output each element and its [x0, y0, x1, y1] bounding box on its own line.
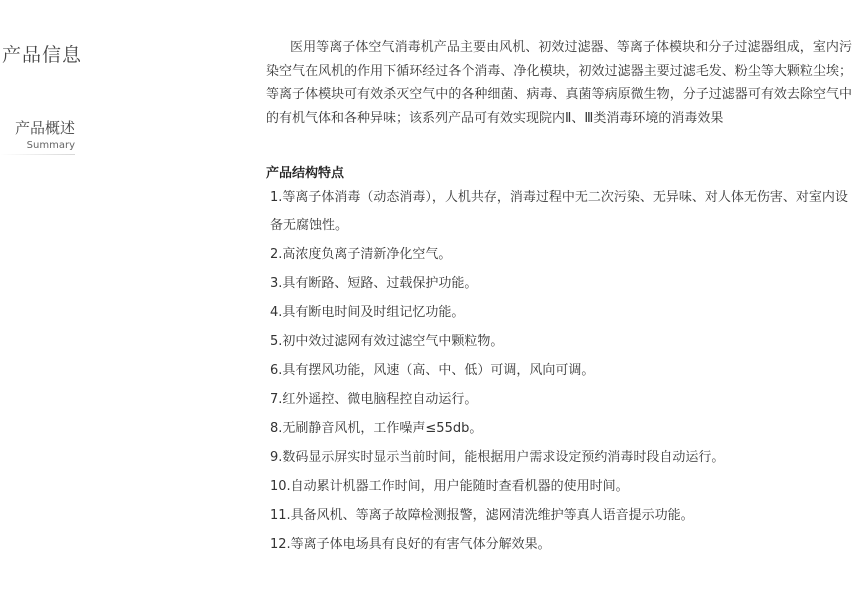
subsection-header [0, 118, 75, 153]
feature-item: 10.自动累计机器工作时间，用户能随时查看机器的使用时间。 [270, 479, 629, 494]
feature-item: 3.具有断路、短路、过载保护功能。 [270, 276, 478, 291]
feature-item: 6.具有摆风功能，风速（高、中、低）可调，风向可调。 [270, 363, 595, 378]
subsection-title: 产品概述 [14, 119, 75, 137]
intro-paragraph: 医用等离子体空气消毒机产品主要由风机、初效过滤器、等离子体模块和分子过滤器组成，室内污染空气在风机的作用下循环经过各个消毒、净化模块，初效过滤器主要过滤毛发、粉尘等大颗粒尘埃；等离子体模块可有效杀灭空气中的各种细菌、病毒、真菌等病原微生物，分子过滤器可有效去除空气中的有机气体和各种异味；该系列产品可有效实现院内Ⅱ、Ⅲ类消毒环境的消毒效果 [266, 40, 852, 126]
sidebar [0, 0, 255, 602]
subsection-title-en: Summary [26, 140, 75, 151]
features-list [266, 184, 856, 559]
subsection-divider [0, 154, 75, 155]
feature-item: 9.数码显示屏实时显示当前时间，能根据用户需求设定预约消毒时段自动运行。 [270, 450, 725, 465]
feature-item: 12.等离子体电场具有良好的有害气体分解效果。 [270, 537, 551, 552]
feature-item: 8.无刷静音风机，工作噪声≤55db。 [270, 421, 483, 436]
feature-item: 5.初中效过滤网有效过滤空气中颗粒物。 [270, 334, 504, 349]
feature-item: 7.红外遥控、微电脑程控自动运行。 [270, 392, 478, 407]
main-content [266, 36, 856, 559]
feature-item: 2.高浓度负离子清新净化空气。 [270, 247, 452, 262]
features-heading: 产品结构特点 [266, 166, 345, 181]
feature-item: 4.具有断电时间及时组记忆功能。 [270, 305, 465, 320]
section-title: 产品信息 [2, 44, 83, 66]
feature-item: 11.具备风机、等离子故障检测报警，滤网清洗维护等真人语音提示功能。 [270, 508, 694, 523]
feature-item: 1.等离子体消毒（动态消毒），人机共存，消毒过程中无二次污染、无异味、对人体无伤害、对室内设备无腐蚀性。 [270, 190, 848, 233]
